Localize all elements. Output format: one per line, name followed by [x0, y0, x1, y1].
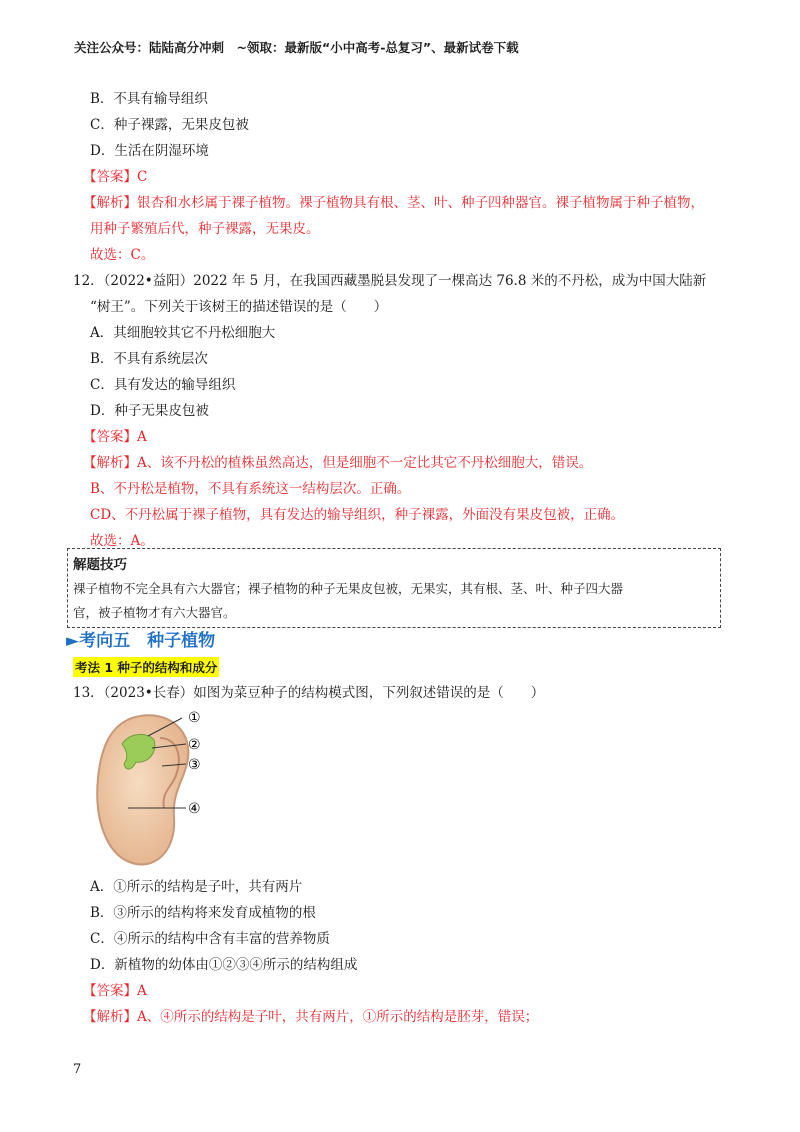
- tip-box: [67, 548, 721, 628]
- label-2: ②: [188, 737, 201, 753]
- q12-conclusion: 故选：A。: [90, 533, 154, 549]
- q11-answer: 【答案】C: [83, 169, 148, 185]
- q12-stem-1: 12．（2022•益阳）2022 年 5 月，在我国西藏墨脱县发现了一棵高达 76.8 米的不丹松，成为中国大陆新: [73, 273, 707, 289]
- q11-analysis-2: 用种子繁殖后代，种子裸露，无果皮。: [90, 221, 320, 237]
- bean-seed-svg: [92, 708, 252, 868]
- q12-analysis-2: B、不丹松是植物，不具有系统这一结构层次。正确。: [90, 481, 411, 497]
- q12-option-d: D．种子无果皮包被: [90, 403, 209, 419]
- section-title: ►考向五 种子植物: [66, 631, 216, 651]
- tip-line-2: 官，被子植物才有六大器官。: [73, 605, 236, 620]
- method-label: 考法 1 种子的结构和成分: [73, 657, 219, 677]
- page-header: 关注公众号：陆陆高分冲刺 ~领取：最新版“小中高考-总复习”、最新试卷下载: [74, 40, 519, 55]
- q12-option-b: B．不具有系统层次: [90, 351, 208, 367]
- q12-answer: 【答案】A: [83, 429, 147, 445]
- q13-analysis-1: 【解析】A、④所示的结构是子叶，共有两片，①所示的结构是胚芽，错误；: [83, 1009, 539, 1025]
- label-1: ①: [188, 710, 201, 726]
- label-4: ④: [188, 801, 201, 817]
- q12-option-c: C．具有发达的输导组织: [90, 377, 236, 393]
- q12-stem-2: “树王”。下列关于该树王的描述错误的是（ ）: [90, 299, 388, 315]
- label-3: ③: [188, 757, 201, 773]
- tip-title: 解题技巧: [73, 557, 127, 573]
- page-number: 7: [73, 1062, 82, 1077]
- q13-stem: 13．（2023•长春）如图为菜豆种子的结构模式图，下列叙述错误的是（ ）: [73, 685, 545, 701]
- q13-option-d: D．新植物的幼体由①②③④所示的结构组成: [90, 957, 358, 973]
- q12-option-a: A．其细胞较其它不丹松细胞大: [90, 325, 276, 341]
- q13-option-a: A．①所示的结构是子叶，共有两片: [90, 879, 303, 895]
- q11-conclusion: 故选：C。: [90, 247, 155, 263]
- q12-analysis-1: 【解析】A、该不丹松的植株虽然高达，但是细胞不一定比其它不丹松细胞大，错误。: [83, 455, 593, 471]
- q11-option-d: D．生活在阴湿环境: [90, 143, 209, 159]
- q11-option-c: C．种子裸露，无果皮包被: [90, 117, 249, 133]
- q13-answer: 【答案】A: [83, 983, 147, 999]
- bean-seed-diagram: [92, 708, 252, 868]
- q11-analysis-1: 【解析】银杏和水杉属于裸子植物。裸子植物具有根、茎、叶、种子四种器官。裸子植物属于种子植物，: [83, 195, 704, 211]
- q13-option-b: B．③所示的结构将来发育成植物的根: [90, 905, 316, 921]
- q12-analysis-3: CD、不丹松属于裸子植物，具有发达的输导组织，种子裸露，外面没有果皮包被，正确。: [90, 507, 625, 523]
- tip-line-1: 裸子植物不完全具有六大器官；裸子植物的种子无果皮包被，无果实，其有根、茎、叶、种子四大器: [73, 581, 624, 596]
- q11-option-b: B．不具有输导组织: [90, 91, 208, 107]
- q13-option-c: C．④所示的结构中含有丰富的营养物质: [90, 931, 330, 947]
